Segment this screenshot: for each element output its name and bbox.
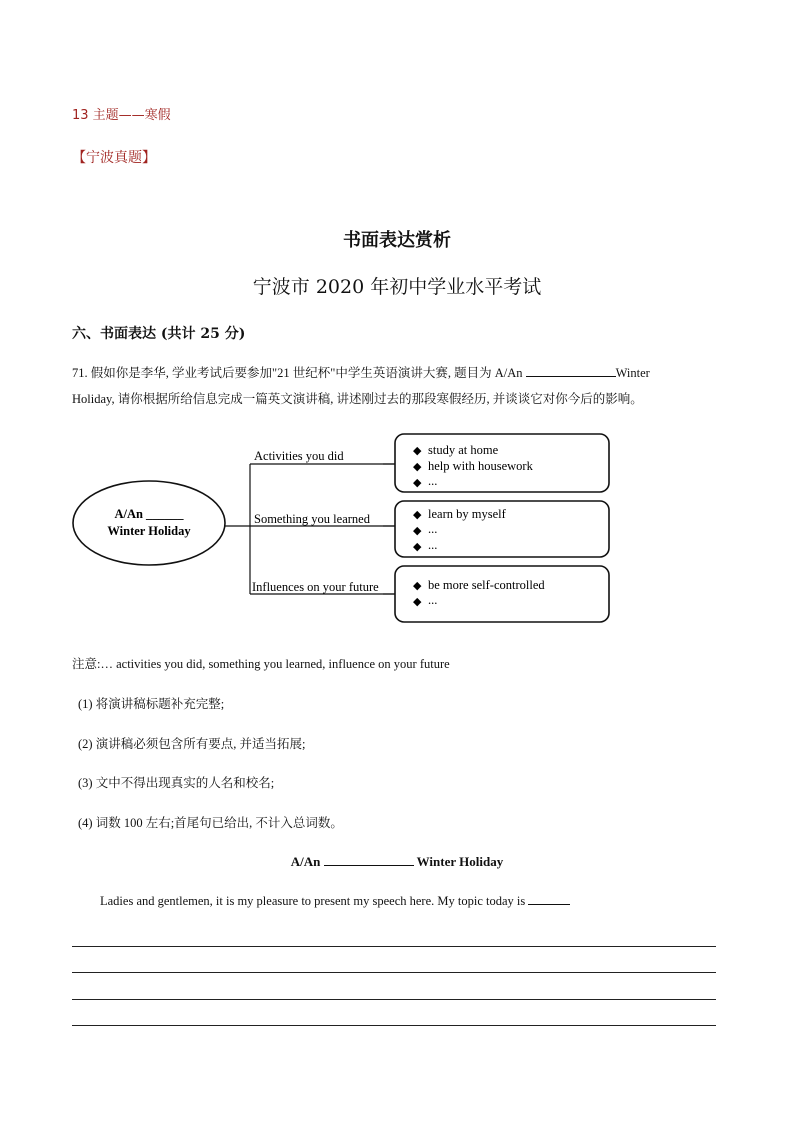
question-text-start: 71. 假如你是李华, 学业考试后要参加"21 世纪杯"中学生英语演讲大赛, 题目为 A/An (72, 366, 523, 380)
branch-label-3: Influences on your future (252, 580, 379, 594)
question-text-end: Winter (615, 366, 650, 380)
title-blank (526, 364, 616, 377)
branch-label-1: Activities you did (254, 449, 344, 463)
bullet-icon: ◆ (413, 509, 422, 521)
bullet-icon: ◆ (413, 461, 422, 473)
exam-subtitle: 宁波市 2020 年初中学业水平考试 (252, 276, 542, 298)
activity-item: help with housework (428, 459, 533, 473)
essay-opening-text: Ladies and gentlemen, it is my pleasure to present my speech here. My topic today is (100, 894, 526, 908)
center-title-line2: Winter Holiday (107, 524, 191, 538)
essay-title-start: A/An (290, 854, 321, 869)
section-heading: 六、书面表达 (共计 25 分) (72, 326, 246, 342)
note-line: 注意:… activities you did, something you learned, influence on your future (72, 657, 450, 671)
branch-label-2: Something you learned (254, 512, 370, 526)
page-title: 书面表达赏析 (343, 230, 451, 251)
writing-line[interactable] (72, 1025, 716, 1026)
writing-line[interactable] (72, 972, 716, 973)
learned-item: learn by myself (428, 507, 506, 521)
center-title-line1: A/An ______ (114, 507, 184, 521)
bullet-icon: ◆ (413, 596, 422, 608)
essay-title-end: Winter Holiday (416, 854, 504, 869)
center-ellipse (73, 481, 225, 565)
source-tag: 【宁波真题】 (72, 150, 156, 166)
activity-item: ... (428, 474, 438, 488)
essay-title (0, 853, 794, 870)
influence-item: ... (428, 593, 438, 607)
bullet-icon: ◆ (413, 541, 422, 553)
mind-map-diagram (70, 428, 615, 628)
bullet-icon: ◆ (413, 580, 422, 592)
topic-header: 13 主题——寒假 (72, 108, 171, 123)
writing-line[interactable] (72, 999, 716, 1000)
learned-item: ... (428, 522, 438, 536)
learned-item: ... (428, 538, 438, 552)
bullet-icon: ◆ (413, 525, 422, 537)
question-line-2: Holiday, 请你根据所给信息完成一篇英文演讲稿, 讲述刚过去的那段寒假经历, 并谈谈它对你今后的影响。 (72, 392, 643, 406)
opening-blank[interactable] (528, 892, 570, 905)
activity-item: study at home (428, 443, 499, 457)
rule-item-2: (2) 演讲稿必须包含所有要点, 并适当拓展; (78, 737, 306, 751)
influence-item: be more self-controlled (428, 578, 545, 592)
question-line-1 (72, 363, 650, 381)
essay-title-blank[interactable] (324, 853, 414, 866)
rule-item-1: (1) 将演讲稿标题补充完整; (78, 697, 225, 711)
bullet-icon: ◆ (413, 477, 422, 489)
bullet-icon: ◆ (413, 445, 422, 457)
rule-item-3: (3) 文中不得出现真实的人名和校名; (78, 776, 275, 790)
rule-item-4: (4) 词数 100 左右;首尾句已给出, 不计入总词数。 (78, 816, 343, 830)
writing-line[interactable] (72, 946, 716, 947)
essay-opening (100, 892, 570, 909)
